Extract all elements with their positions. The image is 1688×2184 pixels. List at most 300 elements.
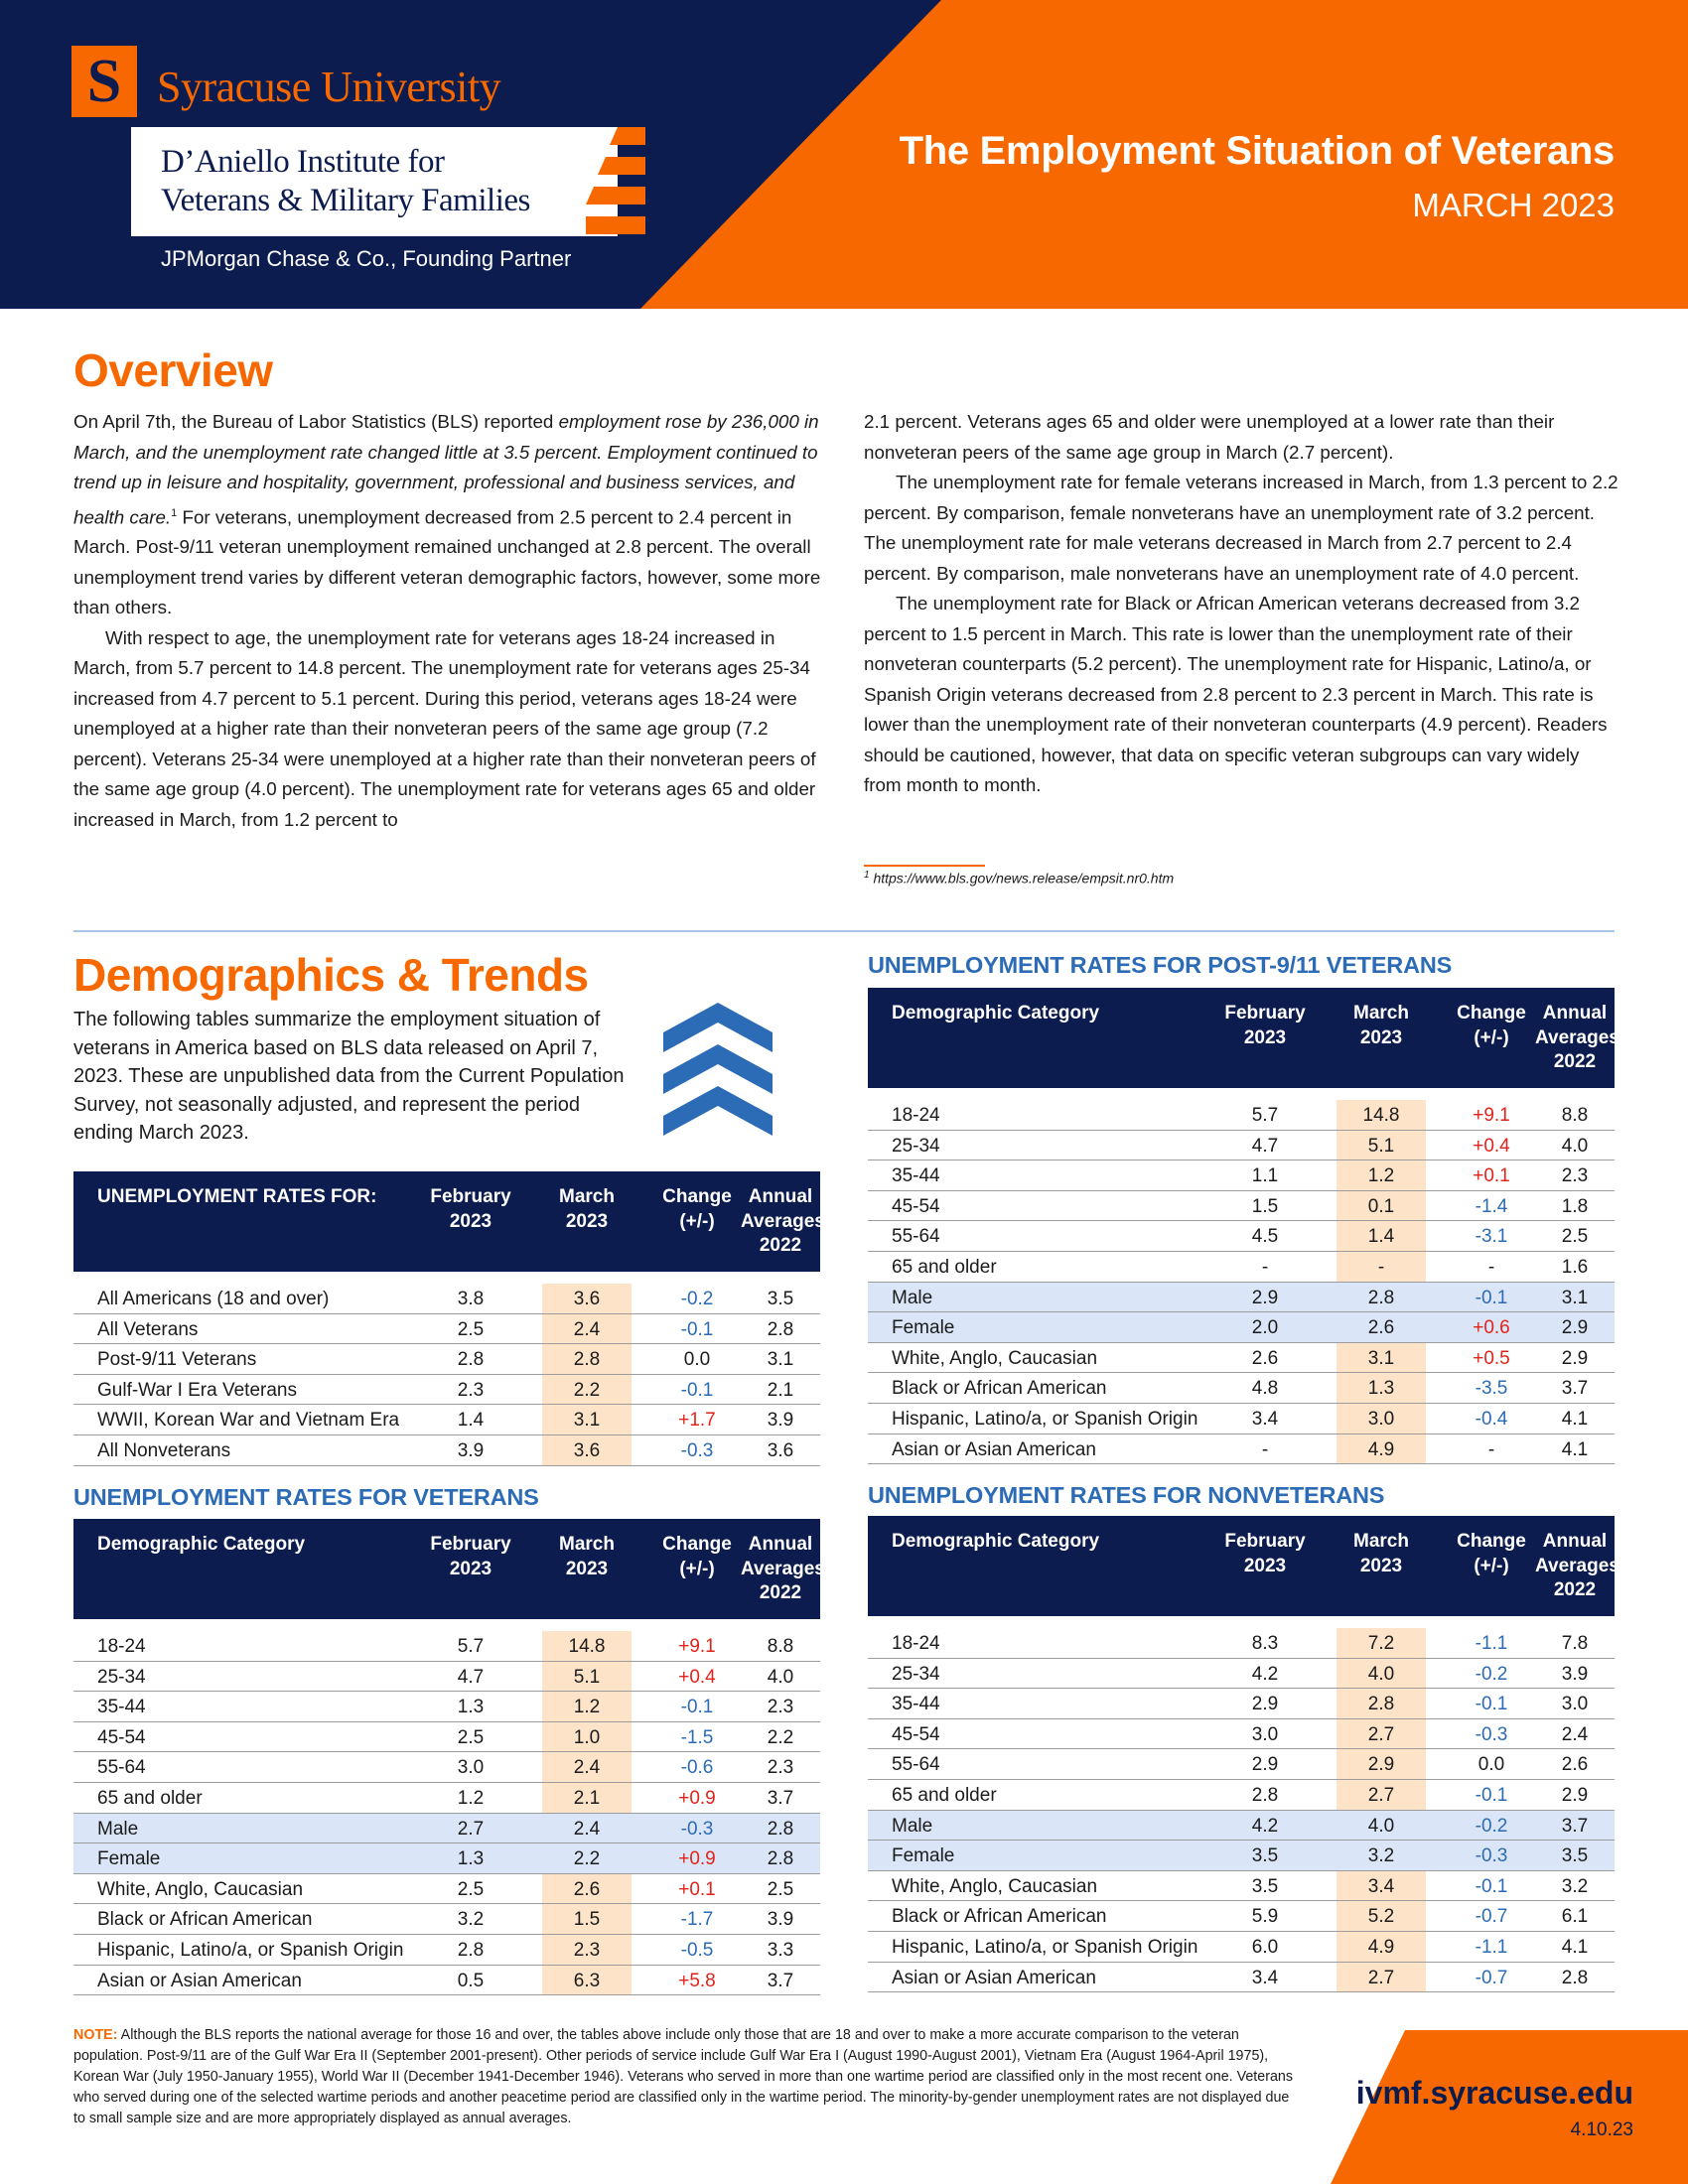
veterans-table-cell-feb: 2.8 — [457, 1939, 485, 1961]
nonveterans-table-cell-feb: 4.2 — [1251, 1663, 1279, 1685]
nonveterans-table-cell-mar: 4.9 — [1367, 1936, 1395, 1958]
post911-table-column-header: Change (+/-) — [1457, 1003, 1526, 1048]
nonveterans-table-cell-feb: 6.0 — [1251, 1936, 1279, 1958]
veterans-table-row — [73, 1662, 820, 1693]
nonveterans-table-cell-avg: 3.5 — [1561, 1845, 1589, 1867]
nonveterans-table-cell-label: 25-34 — [892, 1663, 940, 1685]
nonveterans-table-cell-feb: 4.2 — [1251, 1815, 1279, 1837]
rates-for-table-cell-chg: -0.1 — [680, 1379, 714, 1401]
nonveterans-table-cell-avg: 3.7 — [1561, 1815, 1589, 1837]
rates-for-table-cell-label: All Veterans — [97, 1318, 199, 1340]
post911-table-row — [868, 1252, 1615, 1283]
veterans-table-cell-mar: 2.1 — [573, 1787, 601, 1809]
nonveterans-table-row — [868, 1689, 1615, 1719]
post911-table-cell-label: Male — [892, 1287, 933, 1308]
report-date: MARCH 2023 — [1412, 187, 1615, 223]
post911-table-cell-chg: -0.1 — [1475, 1287, 1508, 1308]
nonveterans-table-cell-mar: 5.2 — [1367, 1906, 1395, 1928]
veterans-table-cell-feb: 5.7 — [457, 1636, 485, 1657]
rates-for-table-column-header: Change (+/-) — [662, 1186, 732, 1232]
university-name: Syracuse University — [157, 63, 501, 111]
nonveterans-table-column-header: February 2023 — [1224, 1531, 1306, 1576]
veterans-table-cell-mar: 1.0 — [573, 1726, 601, 1748]
nonveterans-table-cell-mar: 3.4 — [1367, 1875, 1395, 1897]
footnote-rule — [864, 865, 985, 867]
post911-table-cell-avg: 3.7 — [1561, 1378, 1589, 1400]
rates-for-table-cell-avg: 3.9 — [767, 1410, 794, 1432]
rates-for-table-body — [73, 1284, 820, 1466]
veterans-table-cell-avg: 3.7 — [767, 1787, 794, 1809]
nonveterans-table-cell-chg: -0.1 — [1475, 1875, 1508, 1897]
veterans-table-cell-mar: 2.4 — [573, 1818, 601, 1840]
veterans-table-cell-avg: 2.3 — [767, 1697, 794, 1718]
page-header — [0, 0, 1688, 309]
post911-table-cell-mar: 4.9 — [1367, 1438, 1395, 1460]
institute-stripes-icon — [586, 127, 645, 236]
rates-for-table-cell-feb: 3.9 — [457, 1439, 485, 1461]
nonveterans-table-row — [868, 1841, 1615, 1871]
nonveterans-table-cell-avg: 2.9 — [1561, 1784, 1589, 1806]
post911-table-cell-avg: 3.1 — [1561, 1287, 1589, 1308]
veterans-table-cell-feb: 1.3 — [457, 1848, 485, 1870]
institute-name-line2: Veterans & Military Families — [161, 183, 530, 218]
nonveterans-table-cell-feb: 3.5 — [1251, 1845, 1279, 1867]
post911-table-cell-label: 18-24 — [892, 1105, 940, 1126]
post911-table-cell-avg: 2.5 — [1561, 1226, 1589, 1248]
rates-for-table-column-header: UNEMPLOYMENT RATES FOR: — [97, 1186, 377, 1207]
nonveterans-table — [868, 1516, 1619, 1992]
nonveterans-table-cell-mar: 2.9 — [1367, 1754, 1395, 1776]
post911-table-cell-mar: 14.8 — [1362, 1105, 1400, 1126]
nonveterans-table-cell-feb: 3.5 — [1251, 1875, 1279, 1897]
post911-table-cell-mar: - — [1377, 1256, 1385, 1278]
nonveterans-table-cell-label: Hispanic, Latino/a, or Spanish Origin — [892, 1936, 1198, 1958]
veterans-table-cell-label: 55-64 — [97, 1757, 146, 1779]
nonveterans-table-cell-feb: 3.4 — [1251, 1967, 1279, 1988]
post911-table-cell-label: Hispanic, Latino/a, or Spanish Origin — [892, 1408, 1198, 1430]
overview-p1-text-cont: For veterans, unemployment decreased from 2.5 percent to 2.4 percent in March. Post-9/11 veteran unemployment remained unchanged at 2.8 percent. The overall unemployment trend varies by different veteran demographic factors, however, some more than others. — [73, 505, 821, 618]
veterans-table-cell-chg: +0.9 — [678, 1787, 716, 1809]
nonveterans-table-cell-avg: 3.9 — [1561, 1663, 1589, 1685]
post911-table-cell-chg: -0.4 — [1475, 1408, 1508, 1430]
veterans-table-cell-avg: 2.8 — [767, 1818, 794, 1840]
post911-table-cell-feb: 4.5 — [1251, 1226, 1279, 1248]
rates-for-table-row — [73, 1435, 820, 1466]
nonveterans-table-cell-chg: -0.2 — [1475, 1815, 1508, 1837]
rates-for-table-cell-chg: -0.1 — [680, 1318, 714, 1340]
nonveterans-table-cell-mar: 2.7 — [1367, 1723, 1395, 1745]
veterans-table-cell-mar: 2.3 — [573, 1939, 601, 1961]
rates-for-table-header-row — [73, 1171, 825, 1272]
post911-table-column-header: March 2023 — [1353, 1003, 1409, 1048]
veterans-table-cell-chg: +9.1 — [678, 1636, 716, 1657]
veterans-table-cell-avg: 3.3 — [767, 1939, 794, 1961]
veterans-table-cell-feb: 2.7 — [457, 1818, 485, 1840]
rates-for-table-row — [73, 1314, 820, 1345]
veterans-table-cell-avg: 8.8 — [767, 1636, 794, 1657]
post911-table-row — [868, 1373, 1615, 1404]
post911-table-header-row — [868, 988, 1619, 1088]
post911-table-cell-chg: +0.6 — [1473, 1317, 1510, 1339]
rates-for-table-cell-feb: 2.8 — [457, 1349, 485, 1371]
nonveterans-table-cell-label: 55-64 — [892, 1754, 940, 1776]
veterans-table-cell-chg: -0.5 — [680, 1939, 714, 1961]
nonveterans-table-cell-label: Female — [892, 1845, 955, 1867]
veterans-table-cell-label: Female — [97, 1848, 161, 1870]
nonveterans-table-row — [868, 1932, 1615, 1963]
nonveterans-table-cell-feb: 5.9 — [1251, 1906, 1279, 1928]
unemployment-rates-for-table — [73, 1171, 825, 1466]
veterans-table-cell-feb: 2.5 — [457, 1726, 485, 1748]
post911-table-body — [868, 1100, 1615, 1464]
veterans-table-row — [73, 1874, 820, 1905]
nonveterans-table-body — [868, 1628, 1615, 1992]
veterans-table-cell-feb: 3.0 — [457, 1757, 485, 1779]
post911-table-cell-mar: 5.1 — [1367, 1135, 1395, 1157]
post911-table-row — [868, 1434, 1615, 1465]
veterans-table-cell-mar: 1.5 — [573, 1909, 601, 1931]
nonveterans-table-column-header: Demographic Category — [892, 1531, 1100, 1552]
nonveterans-table-cell-mar: 2.7 — [1367, 1784, 1395, 1806]
rates-for-table-cell-avg: 2.8 — [767, 1318, 794, 1340]
nonveterans-table-row — [868, 1628, 1615, 1659]
veterans-table-row — [73, 1966, 820, 1996]
post911-table-cell-feb: 2.6 — [1251, 1347, 1279, 1369]
nonveterans-table-cell-feb: 2.8 — [1251, 1784, 1279, 1806]
post911-table-cell-label: White, Anglo, Caucasian — [892, 1347, 1098, 1369]
footnote — [864, 870, 1174, 887]
veterans-table-cell-mar: 2.2 — [573, 1848, 601, 1870]
post911-table-cell-chg: -1.4 — [1475, 1195, 1508, 1217]
footer-date: 4.10.23 — [1570, 2119, 1633, 2140]
footnote-marker: 1 — [171, 506, 178, 519]
post911-table-row — [868, 1191, 1615, 1222]
nonveterans-table-cell-chg: -0.1 — [1475, 1784, 1508, 1806]
demographics-heading: Demographics & Trends — [73, 949, 589, 1001]
post911-table-cell-avg: 4.1 — [1561, 1438, 1589, 1460]
overview-heading: Overview — [73, 344, 273, 396]
post911-table-cell-mar: 1.2 — [1367, 1165, 1395, 1187]
post911-table-cell-feb: 5.7 — [1251, 1105, 1279, 1126]
website-link[interactable]: ivmf.syracuse.edu — [1355, 2075, 1633, 2111]
post911-table-title: UNEMPLOYMENT RATES FOR POST-9/11 VETERANS — [868, 952, 1453, 978]
veterans-table-cell-feb: 3.2 — [457, 1909, 485, 1931]
post911-table-cell-label: 45-54 — [892, 1195, 940, 1217]
post911-table-cell-chg: +0.4 — [1473, 1135, 1510, 1157]
veterans-table-row — [73, 1783, 820, 1814]
rates-for-table-cell-label: Gulf-War I Era Veterans — [97, 1379, 297, 1401]
post911-table-cell-avg: 2.3 — [1561, 1165, 1589, 1187]
post911-table-cell-feb: 4.7 — [1251, 1135, 1279, 1157]
veterans-table-row — [73, 1904, 820, 1935]
veterans-table-cell-label: White, Anglo, Caucasian — [97, 1878, 304, 1900]
nonveterans-table-cell-chg: -1.1 — [1475, 1633, 1508, 1654]
veterans-table-column-header: Annual Averages 2022 — [741, 1534, 825, 1603]
rates-for-table-cell-feb: 3.8 — [457, 1289, 485, 1309]
post911-table-row — [868, 1283, 1615, 1313]
note-label: NOTE: — [73, 2027, 118, 2043]
section-divider — [73, 930, 1615, 932]
post911-table-cell-label: 65 and older — [892, 1256, 997, 1278]
nonveterans-table-row — [868, 1719, 1615, 1750]
veterans-table-cell-avg: 2.5 — [767, 1878, 794, 1900]
post911-table-cell-avg: 4.0 — [1561, 1135, 1589, 1157]
post911-table-row — [868, 1131, 1615, 1161]
nonveterans-table-cell-chg: -1.1 — [1475, 1936, 1508, 1958]
rates-for-table-cell-avg: 2.1 — [767, 1379, 794, 1401]
post911-table-cell-mar: 1.3 — [1367, 1378, 1395, 1400]
rates-for-table-cell-chg: +1.7 — [678, 1410, 716, 1432]
overview-p1-text: On April 7th, the Bureau of Labor Statistics (BLS) reported — [73, 411, 559, 432]
note-text: Although the BLS reports the national average for those 16 and over, the tables above include only those that are 18 and over to make a more accurate comparison to the veteran population. Post-9/11 are of the Gulf War Era II (September 2001-present). Other periods of service include Gulf War Era I (August 1990-August 2001), Vietnam Era (August 1964-April 1975), Korean War (July 1950-January 1955), World War II (December 1941-December 1946). Veterans who served in more than one wartime period are classified only in the most recent one. Veterans who served during one of the selected wartime periods and another peacetime period are classified only in the wartime period. The minority-by-gender unemployment rates are not displayed due to small sample size and are more appropriately displayed as annual averages. — [73, 2027, 1294, 2126]
nonveterans-table-cell-label: 35-44 — [892, 1694, 940, 1715]
nonveterans-table-cell-avg: 2.4 — [1561, 1723, 1589, 1745]
veterans-table-header-row — [73, 1519, 825, 1619]
nonveterans-table-cell-mar: 2.8 — [1367, 1694, 1395, 1715]
post911-table-cell-feb: 2.0 — [1251, 1317, 1279, 1339]
post911-table-cell-label: Female — [892, 1317, 955, 1339]
veterans-table-row — [73, 1692, 820, 1722]
veterans-table-cell-label: Male — [97, 1818, 139, 1840]
veterans-table-cell-mar: 2.6 — [573, 1878, 601, 1900]
rates-for-table-cell-label: Post-9/11 Veterans — [97, 1349, 257, 1371]
founding-partner: JPMorgan Chase & Co., Founding Partner — [161, 246, 572, 271]
rates-for-table-column-header: Annual Averages 2022 — [741, 1186, 825, 1256]
nonveterans-table-row — [868, 1901, 1615, 1932]
overview-right-column — [864, 407, 1618, 801]
post911-table-row — [868, 1343, 1615, 1374]
veterans-table-cell-label: Hispanic, Latino/a, or Spanish Origin — [97, 1939, 404, 1961]
post911-table-cell-label: 55-64 — [892, 1226, 940, 1248]
overview-p1-italic: employment rose by 236,000 in March, and the unemployment rate changed little at 3.5 percent. Employment continued to trend up in leisure and hospitality, government, professional and business services, and health care. — [73, 411, 819, 527]
nonveterans-table-cell-mar: 4.0 — [1367, 1663, 1395, 1685]
post911-table-cell-avg: 2.9 — [1561, 1317, 1589, 1339]
nonveterans-table-cell-feb: 3.0 — [1251, 1723, 1279, 1745]
post911-table-cell-chg: +9.1 — [1473, 1105, 1510, 1126]
veterans-table-cell-chg: -0.1 — [680, 1697, 714, 1718]
nonveterans-table-cell-avg: 3.2 — [1561, 1875, 1589, 1897]
post911-table-column-header: Annual Averages 2022 — [1535, 1003, 1619, 1072]
overview-paragraph-5: The unemployment rate for Black or African American veterans decreased from 3.2 percent to 1.5 percent in March. This rate is lower than the unemployment rate of their nonveteran counterparts (5.2 percent). The unemployment rate for Hispanic, Latino/a, or Spanish Origin veterans decreased from 2.8 percent to 2.3 percent in March. This rate is lower than the unemployment rate of their nonveteran counterparts (4.9 percent). Readers should be cautioned, however, that data on specific veteran subgroups can vary widely from month to month. — [864, 593, 1608, 795]
institute-name-box — [131, 127, 618, 236]
rates-for-table-cell-avg: 3.1 — [767, 1349, 794, 1371]
nonveterans-table-cell-label: White, Anglo, Caucasian — [892, 1875, 1098, 1897]
nonveterans-table-cell-avg: 2.6 — [1561, 1754, 1589, 1776]
post911-table-cell-feb: 2.9 — [1251, 1287, 1279, 1308]
nonveterans-table-cell-label: Male — [892, 1815, 933, 1837]
veterans-table-cell-mar: 2.4 — [573, 1757, 601, 1779]
post911-table-cell-feb: - — [1261, 1438, 1269, 1460]
veterans-table-row — [73, 1631, 820, 1662]
post911-table-cell-avg: 4.1 — [1561, 1408, 1589, 1430]
post911-table-cell-chg: - — [1487, 1438, 1495, 1460]
rates-for-table-cell-chg: -0.2 — [680, 1289, 714, 1309]
nonveterans-table-cell-label: Black or African American — [892, 1906, 1107, 1928]
upward-chevrons-icon — [663, 1003, 773, 1138]
post911-table-row — [868, 1160, 1615, 1191]
rates-for-table-row — [73, 1344, 820, 1375]
post911-table-column-header: Demographic Category — [892, 1003, 1100, 1024]
syracuse-logo-block — [71, 46, 137, 117]
nonveterans-table-row — [868, 1780, 1615, 1811]
post911-table-row — [868, 1312, 1615, 1343]
post911-table-cell-chg: -3.1 — [1475, 1226, 1508, 1248]
post911-table-cell-feb: 3.4 — [1251, 1408, 1279, 1430]
post911-table-cell-avg: 1.6 — [1561, 1256, 1589, 1278]
rates-for-table-column-header: March 2023 — [559, 1186, 615, 1232]
veterans-table-cell-feb: 1.3 — [457, 1697, 485, 1718]
veterans-table-row — [73, 1752, 820, 1783]
rates-for-table-cell-avg: 3.6 — [767, 1439, 794, 1461]
overview-left-column — [73, 407, 823, 835]
overview-paragraph-1 — [73, 407, 823, 623]
veterans-table-cell-label: Black or African American — [97, 1909, 313, 1931]
nonveterans-table-row — [868, 1659, 1615, 1690]
post911-table-cell-chg: - — [1487, 1256, 1495, 1278]
veterans-table-cell-chg: +0.4 — [678, 1666, 716, 1688]
veterans-table-row — [73, 1722, 820, 1753]
footnote-link[interactable]: https://www.bls.gov/news.release/empsit.nr0.htm — [873, 870, 1175, 887]
nonveterans-table-cell-avg: 7.8 — [1561, 1633, 1589, 1654]
post911-table-cell-avg: 1.8 — [1561, 1195, 1589, 1217]
post911-table-cell-mar: 3.0 — [1367, 1408, 1395, 1430]
rates-for-table-cell-mar: 2.2 — [573, 1379, 601, 1401]
veterans-table-column-header: February 2023 — [430, 1534, 511, 1579]
rates-for-table-cell-feb: 2.3 — [457, 1379, 485, 1401]
nonveterans-table-title: UNEMPLOYMENT RATES FOR NONVETERANS — [868, 1482, 1385, 1508]
post911-veterans-table — [868, 988, 1619, 1464]
nonveterans-table-cell-feb: 2.9 — [1251, 1754, 1279, 1776]
post911-table-cell-label: 25-34 — [892, 1135, 940, 1157]
post911-table-row — [868, 1221, 1615, 1252]
rates-for-table-cell-avg: 3.5 — [767, 1289, 794, 1309]
nonveterans-table-cell-label: 45-54 — [892, 1723, 940, 1745]
post911-table-cell-mar: 1.4 — [1367, 1226, 1395, 1248]
rates-for-table-cell-mar: 2.4 — [573, 1318, 601, 1340]
veterans-table-body — [73, 1631, 820, 1995]
nonveterans-table-cell-chg: -0.1 — [1475, 1694, 1508, 1715]
veterans-table-cell-chg: -1.7 — [680, 1909, 714, 1931]
veterans-table-cell-label: 35-44 — [97, 1697, 146, 1718]
veterans-table-cell-chg: -0.3 — [680, 1818, 714, 1840]
rates-for-table-row — [73, 1375, 820, 1406]
nonveterans-table-column-header: March 2023 — [1353, 1531, 1409, 1576]
nonveterans-table-row — [868, 1963, 1615, 1993]
rates-for-table-cell-feb: 2.5 — [457, 1318, 485, 1340]
veterans-table-row — [73, 1935, 820, 1966]
veterans-table-column-header: Change (+/-) — [662, 1534, 732, 1579]
post911-table-cell-avg: 8.8 — [1561, 1105, 1589, 1126]
veterans-table-title: UNEMPLOYMENT RATES FOR VETERANS — [73, 1484, 539, 1510]
syracuse-logo-letter: S — [86, 48, 122, 115]
nonveterans-table-cell-label: Asian or Asian American — [892, 1967, 1096, 1988]
nonveterans-table-cell-chg: -0.7 — [1475, 1906, 1508, 1928]
nonveterans-table-cell-feb: 8.3 — [1251, 1633, 1279, 1654]
overview-paragraph-4: The unemployment rate for female veterans increased in March, from 1.3 percent to 2.2 percent. By comparison, female nonveterans have an unemployment rate of 3.2 percent. The unemployment rate for male veterans decreased in March from 2.7 percent to 2.4 percent. By comparison, male nonveterans have an unemployment rate of 4.0 percent. — [864, 472, 1618, 584]
veterans-table-cell-mar: 1.2 — [573, 1697, 601, 1718]
veterans-table-cell-chg: -1.5 — [680, 1726, 714, 1748]
veterans-table-column-header: Demographic Category — [97, 1534, 306, 1555]
post911-table-cell-feb: 4.8 — [1251, 1378, 1279, 1400]
post911-table-cell-avg: 2.9 — [1561, 1347, 1589, 1369]
nonveterans-table-column-header: Change (+/-) — [1457, 1531, 1526, 1576]
rates-for-table-cell-mar: 3.6 — [573, 1439, 601, 1461]
veterans-table-cell-avg: 2.3 — [767, 1757, 794, 1779]
veterans-table-row — [73, 1814, 820, 1844]
nonveterans-table-header-row — [868, 1516, 1619, 1616]
nonveterans-table-cell-chg: -0.2 — [1475, 1663, 1508, 1685]
nonveterans-table-cell-chg: -0.3 — [1475, 1845, 1508, 1867]
report-title: The Employment Situation of Veterans — [899, 129, 1615, 173]
rates-for-table-cell-mar: 3.6 — [573, 1289, 601, 1309]
veterans-table-cell-avg: 4.0 — [767, 1666, 794, 1688]
veterans-table-cell-label: 45-54 — [97, 1726, 146, 1748]
veterans-table-cell-label: 65 and older — [97, 1787, 203, 1809]
post911-table-cell-feb: 1.1 — [1251, 1165, 1279, 1187]
nonveterans-table-cell-mar: 7.2 — [1367, 1633, 1395, 1654]
veterans-table-cell-feb: 0.5 — [457, 1970, 485, 1991]
nonveterans-table-row — [868, 1871, 1615, 1902]
veterans-table-cell-feb: 2.5 — [457, 1878, 485, 1900]
veterans-table-cell-chg: +0.1 — [678, 1878, 716, 1900]
veterans-table-cell-feb: 4.7 — [457, 1666, 485, 1688]
post911-table-cell-mar: 0.1 — [1367, 1195, 1395, 1217]
nonveterans-table-cell-chg: -0.3 — [1475, 1723, 1508, 1745]
rates-for-table-cell-chg: 0.0 — [683, 1349, 711, 1371]
nonveterans-table-cell-avg: 4.1 — [1561, 1936, 1589, 1958]
veterans-table-cell-mar: 6.3 — [573, 1970, 601, 1991]
post911-table-row — [868, 1404, 1615, 1434]
nonveterans-table-cell-avg: 2.8 — [1561, 1967, 1589, 1988]
post911-table-cell-label: 35-44 — [892, 1165, 940, 1187]
post911-table-cell-feb: - — [1261, 1256, 1269, 1278]
rates-for-table-row — [73, 1284, 820, 1314]
post911-table-cell-chg: -3.5 — [1475, 1378, 1508, 1400]
rates-for-table-column-header: February 2023 — [430, 1186, 511, 1232]
nonveterans-table-cell-avg: 3.0 — [1561, 1694, 1589, 1715]
post911-table-cell-label: Black or African American — [892, 1378, 1107, 1400]
rates-for-table-cell-label: All Americans (18 and over) — [97, 1289, 330, 1309]
veterans-table-column-header: March 2023 — [559, 1534, 615, 1579]
demographics-intro: The following tables summarize the employment situation of veterans in America based on BLS data released on April 7, 2023. These are unpublished data from the Current Population Survey, not seasonally adjusted, and represent the period ending March 2023. — [73, 1009, 625, 1144]
nonveterans-table-row — [868, 1811, 1615, 1842]
veterans-table-cell-chg: +5.8 — [678, 1970, 716, 1991]
rates-for-table-cell-mar: 3.1 — [573, 1410, 601, 1432]
post911-table-cell-label: Asian or Asian American — [892, 1438, 1096, 1460]
veterans-table-cell-mar: 14.8 — [568, 1636, 606, 1657]
veterans-table-cell-label: 25-34 — [97, 1666, 146, 1688]
veterans-table-cell-label: 18-24 — [97, 1636, 146, 1657]
footer-note — [73, 2025, 1295, 2129]
post911-table-column-header: February 2023 — [1224, 1003, 1306, 1048]
rates-for-table-cell-label: All Nonveterans — [97, 1439, 231, 1461]
post911-table-cell-mar: 3.1 — [1367, 1347, 1395, 1369]
veterans-table-cell-avg: 3.9 — [767, 1909, 794, 1931]
veterans-table-row — [73, 1843, 820, 1874]
veterans-table-cell-avg: 2.8 — [767, 1848, 794, 1870]
nonveterans-table-cell-chg: -0.7 — [1475, 1967, 1508, 1988]
veterans-table-cell-avg: 2.2 — [767, 1726, 794, 1748]
post911-table-cell-feb: 1.5 — [1251, 1195, 1279, 1217]
veterans-table-cell-chg: -0.6 — [680, 1757, 714, 1779]
post911-table-row — [868, 1100, 1615, 1131]
nonveterans-table-cell-avg: 6.1 — [1561, 1906, 1589, 1928]
nonveterans-table-cell-label: 18-24 — [892, 1633, 940, 1654]
institute-name-line1: D’Aniello Institute for — [161, 144, 445, 180]
rates-for-table-cell-chg: -0.3 — [680, 1439, 714, 1461]
post911-table-cell-chg: +0.5 — [1473, 1347, 1510, 1369]
footnote-number: 1 — [864, 870, 870, 881]
